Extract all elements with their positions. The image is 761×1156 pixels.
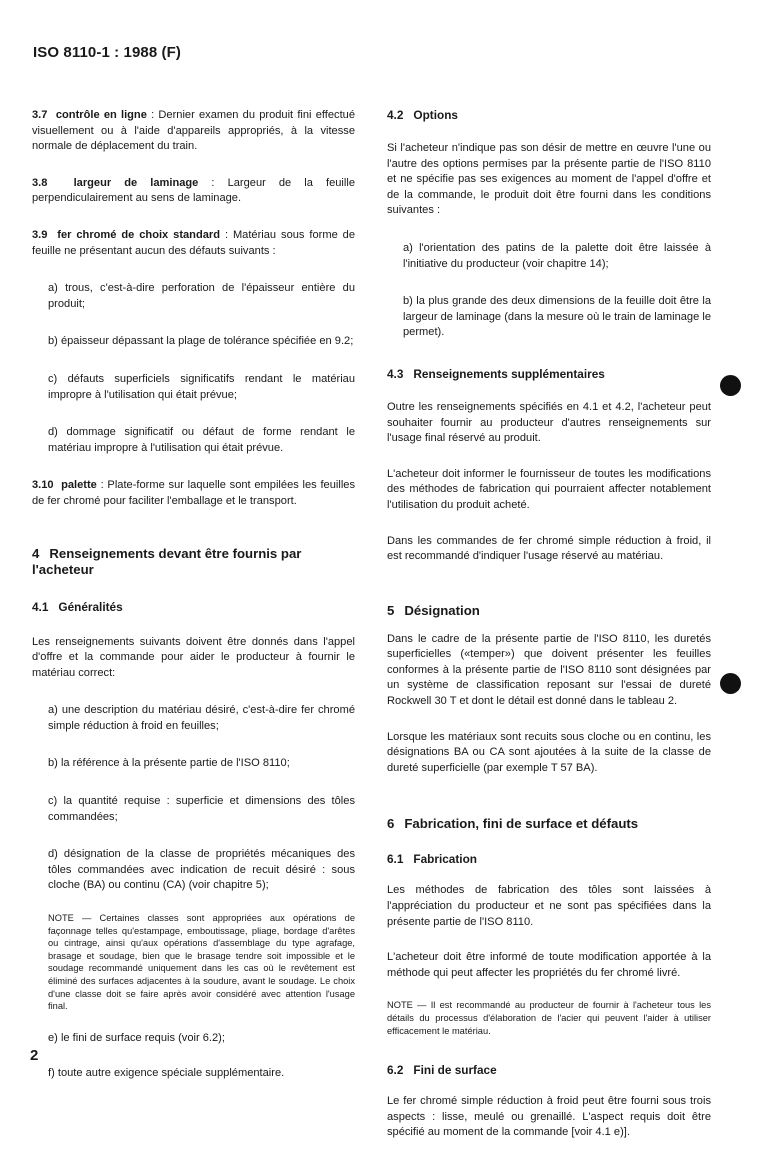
def-term: largeur de laminage (73, 176, 199, 189)
paragraph: Outre les renseignements spécifiés en 4.1 et 4.2, l'acheteur peut souhaiter fournir au producteur d'autres renseignements sur l'usage final réservé au produit. (387, 400, 711, 445)
section-title: Fabrication, fini de surface et défauts (404, 816, 639, 832)
section-title: Désignation (404, 602, 480, 618)
section-number: 4 (32, 545, 40, 561)
paragraph: Le fer chromé simple réduction à froid peut être fourni sous trois aspects : lisse, meulé ou grenaillé. L'aspect requis doit être spécifié au moment de la commande [voir 4.1 e)]. (387, 1095, 711, 1139)
paragraph: Les méthodes de fabrication des tôles sont laissées à l'appréciation du producteur et ne sont pas spécifiées dans la présente partie de l'ISO 8110. (387, 884, 711, 928)
note: NOTE — Certaines classes sont appropriées aux opérations de façonnage telles qu'estampage, emboutissage, pliage, bordage d'arêtes ou cintrage, ainsi qu'aux opérations d'assemblage du type agrafage, brasage et soudage, bien que le brasage tendre soit impossible et le soudage recommandé uniquement dans les cas où le revêtement est éliminé des surfaces adjacentes à la soudure, avant le soudage. Le choix d'une classe doit se faire après avoir considéré avec attention l'usage final. (48, 913, 355, 1012)
list-item: e) le fini de surface requis (voir 6.2); (48, 1031, 225, 1044)
paragraph: L'acheteur doit être informé de toute modification apportée à la méthode qui peut affecter les propriétés du fer chromé livré. (387, 951, 711, 979)
list-item: c) la quantité requise : superficie et dimensions des tôles commandées; (48, 795, 355, 823)
definition-3-8 (32, 176, 355, 207)
section-6-heading (387, 816, 711, 832)
section-number: 6.1 (387, 852, 404, 867)
right-column (387, 108, 711, 1156)
def-text: : Dernier examen du produit fini effectué visuellement ou à l'aide d'appareils appropriés, à la vitesse normale de déplacement du train. (32, 109, 356, 153)
list-item: d) désignation de la classe de propriétés mécaniques des tôles commandées avec indication de recuit désiré : sous cloche (BA) ou continu (CA) (voir chapitre 5); (48, 848, 355, 892)
note: NOTE — Il est recommandé au producteur de fournir à l'acheteur tous les détails du processus d'élaboration de l'acier qui peuvent l'aider à utiliser efficacement le matériau. (387, 1000, 711, 1036)
section-title: Renseignements supplémentaires (413, 366, 605, 381)
def-text: : Largeur de la feuille perpendiculairement au sens de laminage. (32, 176, 355, 205)
section-4-2-heading (387, 108, 711, 123)
section-title: Renseignements devant être fournis par l'acheteur (32, 545, 302, 577)
page-number: 2 (30, 1047, 39, 1064)
list-item: a) l'orientation des patins de la palette doit être laissée à l'initiative du producteur (voir chapitre 14); (403, 241, 711, 270)
paragraph: Dans le cadre de la présente partie de l'ISO 8110, les duretés superficielles («temper») que doivent présenter les feuilles conformes à la présente partie de l'ISO 8110 sont désignées par un système de classification reposant sur l'essai de dureté Rockwell 30 T et dont le détail est donné dans le tableau 2. (387, 632, 711, 708)
list-item: d) dommage significatif ou défaut de forme rendant le matériau impropre à l'utilisation qui était prévue. (48, 426, 355, 454)
section-6-2-heading (387, 1063, 711, 1078)
def-text: : Plate-forme sur laquelle sont empilées les feuilles de fer chromé pour faciliter l'emballage et le transport. (32, 479, 355, 507)
section-4-1-heading (32, 600, 355, 615)
section-4-3-heading (387, 367, 711, 382)
paragraph: Si l'acheteur n'indique pas son désir de mettre en œuvre l'une ou l'autre des options permises par la présente partie de l'ISO 8110 et ne spécifie pas ses exigences au moment de l'appel d'offre et de la commande, le produit doit être fourni dans les conditions suivantes : (387, 142, 711, 217)
section-4-heading (32, 546, 355, 578)
def-number: 3.8 (32, 176, 48, 189)
change-mark-dot (720, 673, 741, 694)
section-number: 6 (387, 816, 395, 832)
section-6-1-heading (387, 852, 711, 867)
def-term: palette (61, 479, 97, 492)
document-header: ISO 8110-1 : 1988 (F) (33, 44, 182, 61)
def-term: fer chromé de choix standard (57, 228, 221, 241)
paragraph: Lorsque les matériaux sont recuits sous cloche ou en continu, les désignations BA ou CA sont ajoutées à la suite de la classe de dureté superficielle (par exemple T 57 BA). (387, 730, 711, 774)
def-number: 3.9 (32, 228, 48, 241)
paragraph: L'acheteur doit informer le fournisseur de toutes les modifications des méthodes de fabrication qui pourraient affecter notablement l'utilisation du produit acheté. (387, 467, 711, 511)
list-item: a) une description du matériau désiré, c'est-à-dire fer chromé simple réduction à froid en feuilles; (48, 704, 355, 732)
def-term: contrôle en ligne (55, 109, 147, 121)
section-number: 6.2 (387, 1063, 404, 1078)
definition-3-9 (32, 228, 355, 259)
list-item: c) défauts superficiels significatifs rendant le matériau impropre à l'utilisation qui était prévue; (48, 372, 355, 401)
def-text: : Matériau sous forme de feuille ne présentant aucun des défauts suivants : (32, 228, 356, 257)
list-item: a) trous, c'est-à-dire perforation de l'épaisseur entière du produit; (48, 282, 355, 310)
section-number: 4.1 (32, 599, 49, 614)
paragraph: Dans les commandes de fer chromé simple réduction à froid, il est recommandé d'indiquer l'usage réservé au matériau. (387, 534, 711, 563)
list-item: b) la plus grande des deux dimensions de la feuille doit être la largeur de laminage (dans la mesure où le train de laminage le permet). (403, 295, 711, 339)
definition-3-7 (32, 108, 355, 155)
change-mark-dot (720, 375, 741, 396)
section-number: 4.3 (387, 366, 404, 381)
list-item: f) toute autre exigence spéciale supplémentaire. (48, 1067, 285, 1080)
definition-3-10 (32, 478, 355, 509)
def-number: 3.7 (32, 109, 48, 121)
section-title: Généralités (58, 599, 123, 614)
def-number: 3.10 (32, 479, 54, 492)
section-5-heading (387, 603, 711, 619)
section-title: Fini de surface (413, 1063, 497, 1078)
left-column (32, 108, 355, 1097)
section-number: 4.2 (387, 108, 404, 122)
list-item: b) épaisseur dépassant la plage de tolérance spécifiée en 9.2; (48, 335, 354, 348)
section-number: 5 (387, 602, 395, 618)
paragraph: Les renseignements suivants doivent être donnés dans l'appel d'offre et la commande pour aider le producteur à fournir le matériau correct: (32, 635, 355, 679)
section-title: Fabrication (413, 852, 477, 867)
list-item: b) la référence à la présente partie de l'ISO 8110; (48, 757, 290, 770)
section-title: Options (413, 108, 458, 122)
